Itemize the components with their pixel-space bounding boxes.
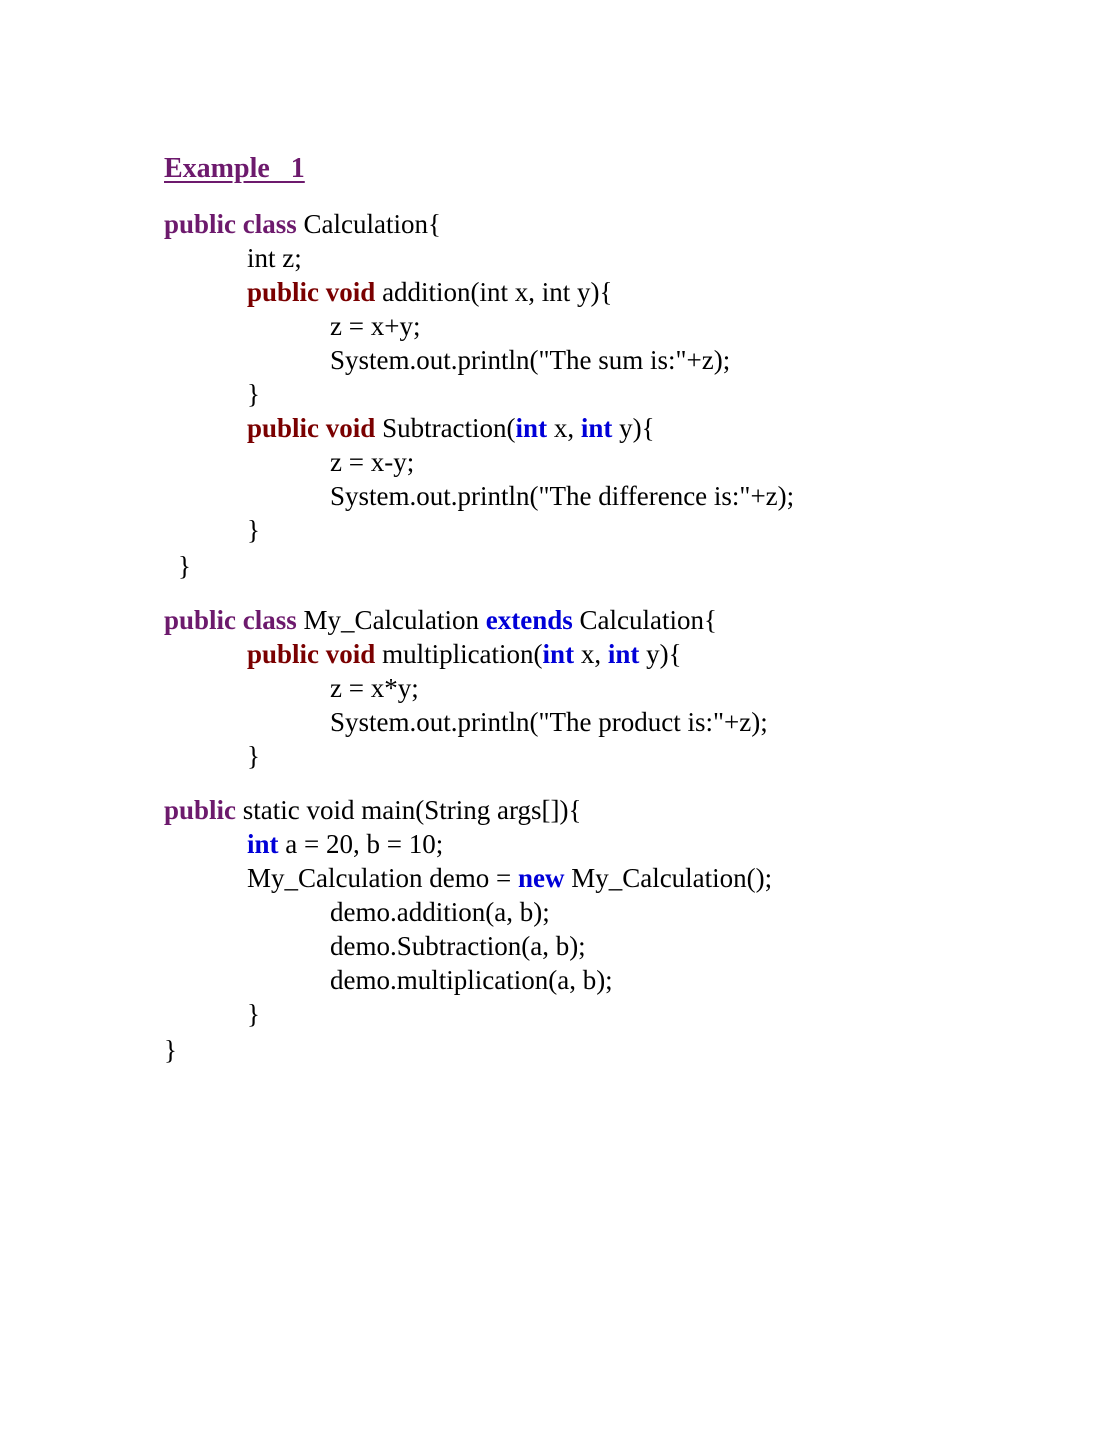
code-line (330, 479, 794, 513)
code-line (247, 861, 772, 895)
code-keyword: int (515, 413, 548, 443)
code-keyword: extends (485, 605, 573, 635)
code-text: demo.addition(a, b); (330, 897, 550, 927)
code-text: multiplication( (375, 639, 543, 669)
code-keyword: int (542, 639, 575, 669)
code-keyword: new (517, 863, 565, 893)
code-text: y){ (639, 639, 682, 669)
code-line (330, 343, 730, 377)
code-line (330, 309, 420, 343)
code-text: } (247, 379, 260, 409)
code-keyword: public class (164, 605, 297, 635)
code-line (247, 827, 443, 861)
code-keyword: public (164, 795, 237, 825)
code-line (247, 377, 260, 411)
code-line (247, 637, 682, 671)
code-text: Calculation{ (572, 605, 717, 635)
code-text: x, (547, 413, 581, 443)
code-line (164, 207, 441, 241)
code-text: System.out.println("The difference is:"+z); (330, 481, 795, 511)
code-line (164, 603, 717, 637)
code-text: Calculation{ (296, 209, 441, 239)
code-line (247, 275, 613, 309)
code-text: z = x*y; (330, 673, 419, 703)
code-text: Subtraction( (375, 413, 516, 443)
code-line (330, 705, 768, 739)
code-line (330, 895, 550, 929)
code-keyword: int (607, 639, 640, 669)
code-text: demo.multiplication(a, b); (330, 965, 613, 995)
code-line (247, 513, 260, 547)
code-keyword: public class (164, 209, 297, 239)
code-text: System.out.println("The sum is:"+z); (330, 345, 731, 375)
code-text: z = x-y; (330, 447, 415, 477)
code-keyword: int (247, 829, 279, 859)
code-text: } (247, 515, 260, 545)
code-keyword: public void (247, 413, 376, 443)
example-heading: Example 1 (164, 153, 305, 184)
code-keyword: int (580, 413, 613, 443)
code-text: My_Calculation (296, 605, 486, 635)
code-text: a = 20, b = 10; (278, 829, 444, 859)
code-text: } (247, 999, 260, 1029)
code-text: addition(int x, int y){ (375, 277, 613, 307)
code-line (164, 1033, 177, 1067)
code-line (330, 929, 586, 963)
code-line (330, 963, 613, 997)
code-line (164, 793, 581, 827)
code-line (247, 997, 260, 1031)
code-text: My_Calculation(); (564, 863, 773, 893)
code-text: y){ (612, 413, 655, 443)
code-line (330, 671, 419, 705)
code-line (178, 549, 191, 583)
code-line (247, 411, 655, 445)
code-keyword: public void (247, 639, 376, 669)
code-text: } (178, 551, 191, 581)
code-line (247, 241, 302, 275)
code-text: z = x+y; (330, 311, 421, 341)
code-keyword: public void (247, 277, 376, 307)
code-text: My_Calculation demo = (247, 863, 518, 893)
code-text: static void main(String args[]){ (236, 795, 582, 825)
code-text: demo.Subtraction(a, b); (330, 931, 586, 961)
code-text: } (247, 741, 260, 771)
code-line (330, 445, 414, 479)
code-line (247, 739, 260, 773)
code-text: System.out.println("The product is:"+z); (330, 707, 768, 737)
code-text: int z; (247, 243, 302, 273)
code-text: x, (574, 639, 608, 669)
code-text: } (164, 1035, 177, 1065)
